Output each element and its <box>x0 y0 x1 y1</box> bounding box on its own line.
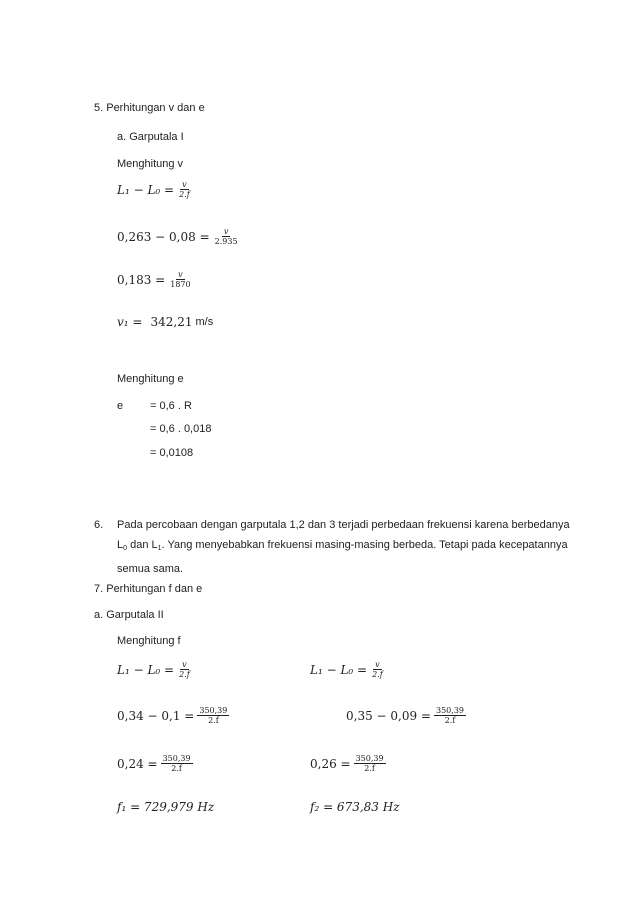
e-line-3: = 0,0108 <box>150 447 194 459</box>
section-5-sub-a: a. Garputala I <box>117 131 184 143</box>
left-equation-2: 0,34 − 0,1 = $\frac{350,39}{2.f}$ <box>117 706 228 725</box>
right-result: f₂ = 673,83 Hz <box>310 800 400 814</box>
e-line-2: = 0,6 . 0,018 <box>150 423 212 435</box>
calc-f-label: Menghitung f <box>117 635 181 647</box>
section-7-heading: 7. Perhitungan f dan e <box>94 583 203 595</box>
calc-v-label: Menghitung v <box>117 158 184 170</box>
section-6-line-1: Pada percobaan dengan garputala 1,2 dan 3 terjadi perbedaan frekuensi karena berbedanya <box>117 519 570 531</box>
section-6-line-2: $L_0$ dan $L_1$. Yang menyebabkan frekuensi masing-masing berbeda. Tetapi pada kecepatannya <box>117 539 568 552</box>
left-result: f₁ = 729,979 Hz <box>117 800 215 814</box>
right-equation-1: L₁ − L₀ = $\frac{v}{2.f}$ <box>310 660 383 679</box>
equation-v-1: L₁ − L₀ = $\frac{v}{2.f}$ <box>117 180 190 199</box>
equation-v-3: 0,183 = $\frac{v}{1870}$ <box>117 270 191 289</box>
left-equation-1: L₁ − L₀ = $\frac{v}{2.f}$ <box>117 660 190 679</box>
calc-e-label: Menghitung e <box>117 373 184 385</box>
section-7-sub-a: a. Garputala II <box>94 609 164 621</box>
right-equation-3: 0,26 = $\frac{350,39}{2.f}$ <box>310 754 384 773</box>
section-6-paragraph <box>117 515 577 579</box>
e-symbol: e <box>117 400 124 412</box>
right-equation-2: 0,35 − 0,09 = $\frac{350,39}{2.f}$ <box>346 706 464 725</box>
equation-v-2: 0,263 − 0,08 = $\frac{v}{2.935}$ <box>117 227 238 246</box>
section-6-line-3: semua sama. <box>117 563 184 575</box>
left-equation-3: 0,24 = $\frac{350,39}{2.f}$ <box>117 754 191 773</box>
e-line-1: = 0,6 . R <box>150 400 192 412</box>
section-6-number: 6. <box>94 519 104 531</box>
section-5-heading: 5. Perhitungan v dan e <box>94 102 205 114</box>
result-v: v₁ = 342,21 m/s <box>117 315 214 329</box>
